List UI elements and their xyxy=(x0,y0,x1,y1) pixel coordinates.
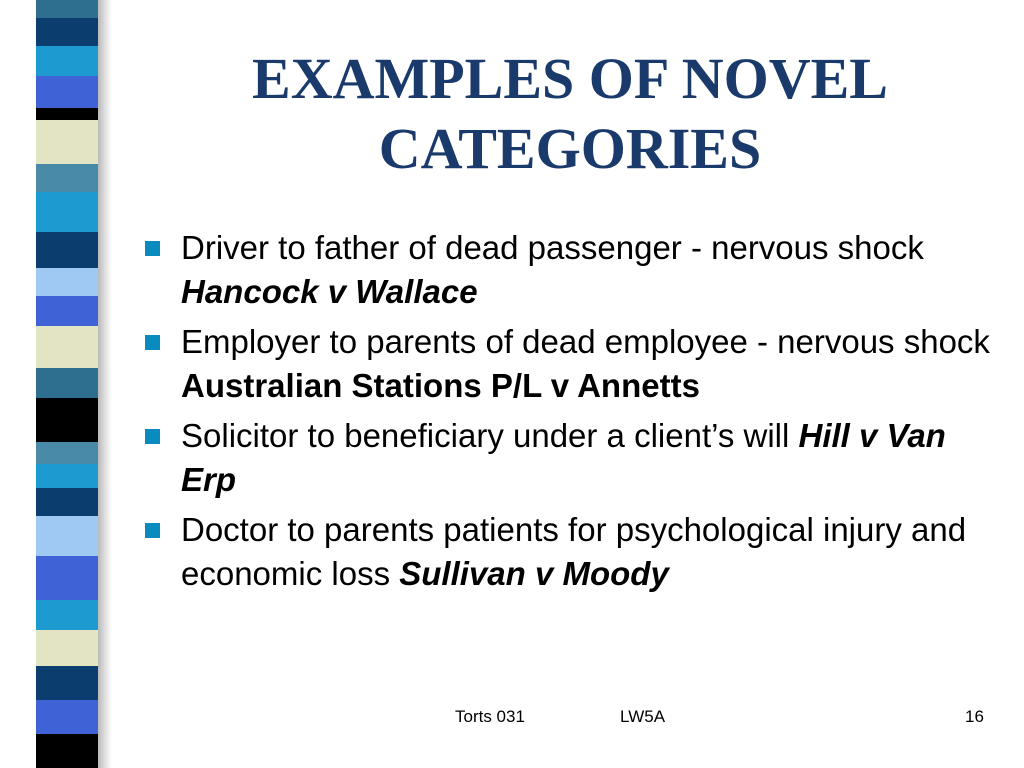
stripe-segment xyxy=(36,232,98,268)
bullet-text: Driver to father of dead passenger - nervous shock xyxy=(181,229,924,266)
stripe-segment xyxy=(36,600,98,630)
square-bullet-icon xyxy=(145,241,160,256)
stripe-segment xyxy=(36,630,98,666)
decorative-stripe-bar xyxy=(36,0,98,768)
stripe-segment xyxy=(36,666,98,700)
footer-week: LW5A xyxy=(620,707,666,726)
bullet-text: Solicitor to beneficiary under a client’s will xyxy=(181,417,799,454)
square-bullet-icon xyxy=(145,429,160,444)
stripe-segment xyxy=(36,464,98,488)
stripe-segment xyxy=(36,46,98,76)
stripe-shadow xyxy=(98,0,112,768)
case-name: Australian Stations P/L v Annetts xyxy=(181,367,700,404)
bullet-item xyxy=(145,320,1005,408)
square-bullet-icon xyxy=(145,335,160,350)
footer-course: Torts 031 xyxy=(455,707,525,726)
bullet-item xyxy=(145,414,1005,502)
stripe-segment xyxy=(36,0,98,18)
stripe-segment xyxy=(36,326,98,368)
bullet-item xyxy=(145,508,1005,596)
bullet-item xyxy=(145,226,1005,314)
case-name: Hancock v Wallace xyxy=(181,273,478,310)
stripe-segment xyxy=(36,120,98,144)
square-bullet-icon xyxy=(145,523,160,538)
bullet-list xyxy=(145,226,1005,602)
case-name: Sullivan v Moody xyxy=(399,555,669,592)
stripe-segment xyxy=(36,296,98,326)
case-name: Hill v Van Erp xyxy=(181,417,946,498)
stripe-segment xyxy=(36,76,98,108)
footer-page-number: 16 xyxy=(965,707,984,726)
stripe-segment xyxy=(36,268,98,296)
stripe-segment xyxy=(36,734,98,768)
stripe-segment xyxy=(36,398,98,442)
bullet-text: Doctor to parents patients for psychological injury and economic loss xyxy=(181,511,967,592)
stripe-segment xyxy=(36,700,98,734)
bullet-text: Employer to parents of dead employee - nervous shock xyxy=(181,323,990,360)
stripe-segment xyxy=(36,144,98,164)
stripe-segment xyxy=(36,164,98,192)
slide-title: EXAMPLES OF NOVEL CATEGORIES xyxy=(252,46,888,181)
stripe-segment xyxy=(36,488,98,516)
stripe-segment xyxy=(36,442,98,464)
stripe-segment xyxy=(36,108,98,120)
stripe-segment xyxy=(36,516,98,556)
stripe-segment xyxy=(36,556,98,600)
stripe-segment xyxy=(36,18,98,46)
stripe-segment xyxy=(36,368,98,398)
stripe-segment xyxy=(36,192,98,232)
